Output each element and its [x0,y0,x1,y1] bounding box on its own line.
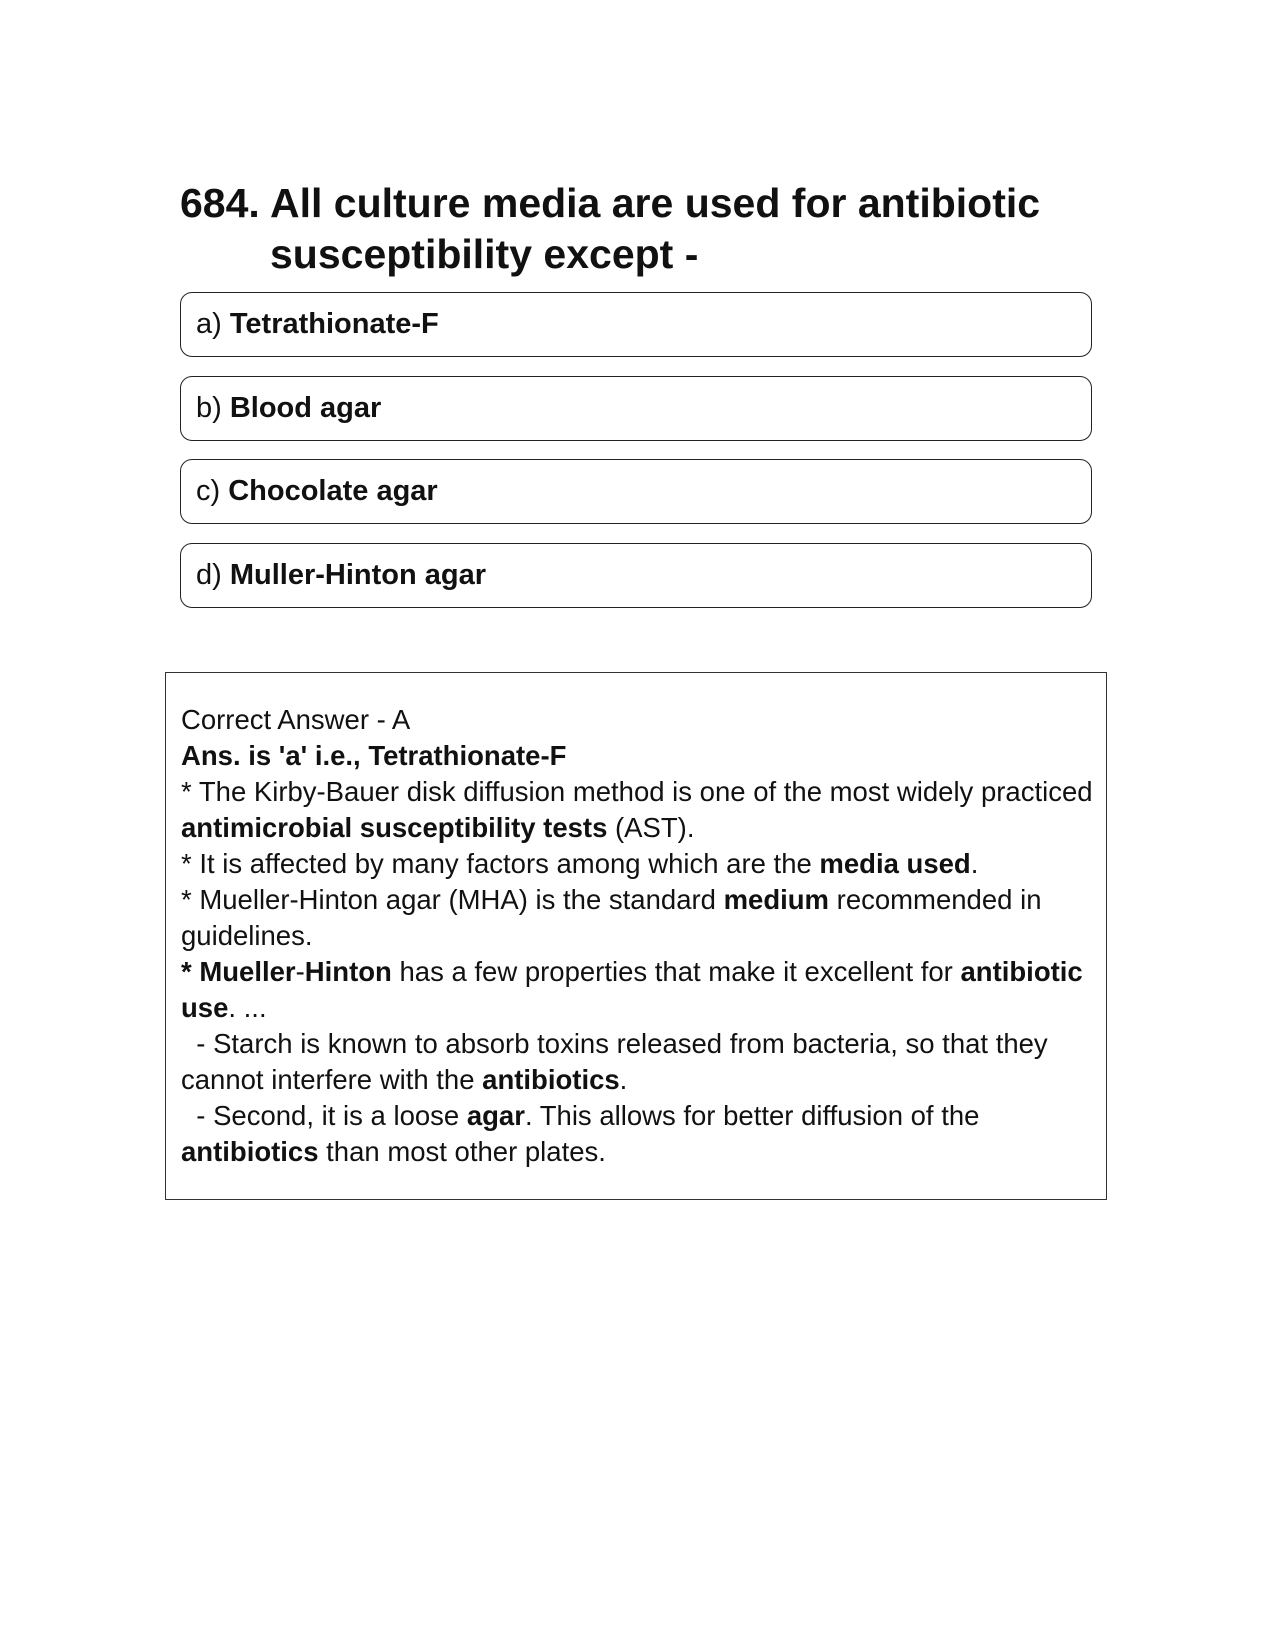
explanation-point-5 [181,1026,1106,1098]
explanation-emphasis: antimicrobial susceptibility tests [181,812,608,843]
option-d[interactable] [180,543,1092,608]
question-text: All culture media are used for antibiotic susceptibility except - [270,180,1041,277]
explanation-text: recommended in guidelines. [181,884,1042,951]
answer-statement-text: Ans. is 'a' i.e., Tetrathionate-F [181,740,567,771]
option-d-prefix: d) [196,559,230,591]
explanation-emphasis: antibiotics [482,1064,620,1095]
explanation-emphasis: agar [466,1100,525,1131]
explanation-point-6 [181,1098,1106,1170]
option-c-prefix: c) [196,475,229,507]
explanation-point-3 [181,882,1106,954]
explanation-emphasis: Hinton [304,956,392,987]
explanation-point-2 [181,846,1106,882]
explanation-text: * The Kirby-Bauer disk diffusion method is one of the most widely practiced [181,776,1093,807]
option-d-text: Muller-Hinton agar [229,559,487,591]
explanation-emphasis: medium [723,884,830,915]
explanation-text: * Mueller-Hinton agar (MHA) is the standard [181,884,724,915]
explanation-text: - Second, it is a loose [181,1100,467,1131]
explanation-emphasis: media used [819,848,971,879]
explanation-text: . This allows for better diffusion of the [524,1100,988,1131]
question-number: 684. [180,180,260,226]
correct-answer-line: Correct Answer - A [181,704,411,735]
explanation-emphasis: * Mueller [181,956,296,987]
explanation-text: * It is affected by many factors among which are the [181,848,820,879]
explanation-text: - [295,956,305,987]
explanation-point-1 [181,774,1106,846]
explanation-text: (AST). [607,812,695,843]
explanation-text: . [970,848,979,879]
answer-statement [181,738,1106,774]
explanation-text: . [619,1064,628,1095]
explanation-text: - Starch is known to absorb toxins released from bacteria, so that they cannot interfere with the [181,1028,1056,1095]
question-heading [180,178,1080,280]
option-c[interactable] [180,459,1092,524]
answer-explanation-box [165,672,1107,1200]
explanation-text: than most other plates. [318,1136,606,1167]
option-a-text: Tetrathionate-F [229,308,439,340]
option-a[interactable] [180,292,1092,357]
explanation-text: . ... [228,992,267,1023]
explanation-point-4 [181,954,1106,1026]
option-b-text: Blood agar [229,392,382,424]
option-b-prefix: b) [196,392,230,424]
option-b[interactable] [180,376,1092,441]
option-c-text: Chocolate agar [228,475,438,507]
explanation-emphasis: antibiotic use [181,956,1083,1023]
explanation-emphasis: antibiotics [181,1136,319,1167]
option-a-prefix: a) [196,308,230,340]
explanation-text: has a few properties that make it excellent for [391,956,961,987]
